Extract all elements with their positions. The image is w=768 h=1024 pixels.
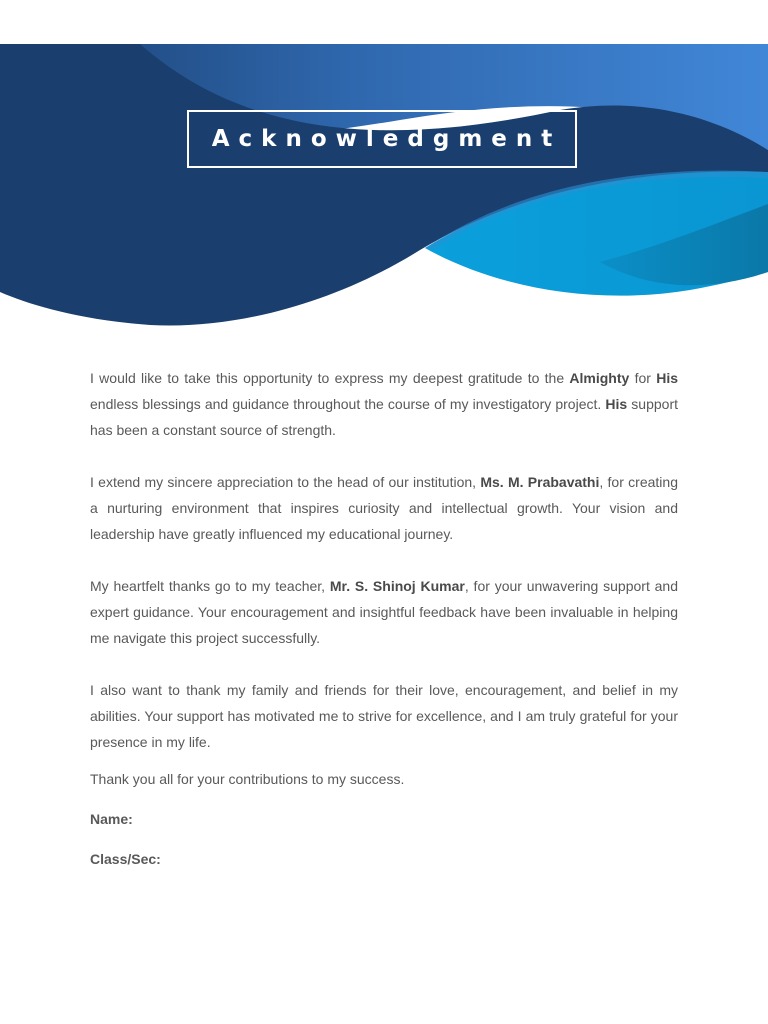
paragraph-head-of-institution (90, 469, 678, 547)
text-run: for (629, 370, 657, 386)
text-run: , for your unwavering support and expert guidance. Your encouragement and insightful feedback have been invaluable in helping me navigate this project successfully. (90, 578, 678, 646)
text-run: I extend my sincere appreciation to the head of our institution, (90, 474, 481, 490)
text-run: endless blessings and guidance throughout the course of my investigatory project. (90, 396, 606, 412)
name-field-label: Name: (90, 811, 133, 827)
paragraph-gratitude (90, 365, 678, 443)
text-run: , for creating a nurturing environment that inspires curiosity and intellectual growth. Your vision and leadership have greatly influenced my educational journey. (90, 474, 678, 542)
bold-run-principal-name: Ms. M. Prabavathi (480, 474, 600, 490)
paragraph-family-friends: I also want to thank my family and friends for their love, encouragement, and belief in my abilities. Your support has motivated me to strive for excellence, and I am truly grateful for your presence in my life. (90, 682, 678, 750)
text-run: support has been a constant source of strength. (90, 396, 679, 438)
acknowledgment-body (90, 365, 678, 886)
paragraph-thank-you: Thank you all for your contributions to my success. (90, 771, 405, 787)
text-run: I would like to take this opportunity to express my deepest gratitude to the (90, 370, 570, 386)
title-frame (187, 110, 577, 168)
text-run: My heartfelt thanks go to my teacher, (90, 578, 330, 594)
bold-run-almighty: Almighty (569, 370, 630, 386)
paragraph-teacher (90, 573, 678, 651)
bold-run-teacher-name: Mr. S. Shinoj Kumar (329, 578, 465, 594)
class-sec-field-label: Class/Sec: (90, 851, 161, 867)
page-title: Acknowledgment (211, 126, 562, 152)
bold-run-his: His (656, 370, 678, 386)
wave-header-graphic (0, 0, 768, 340)
bold-run-his: His (605, 396, 628, 412)
